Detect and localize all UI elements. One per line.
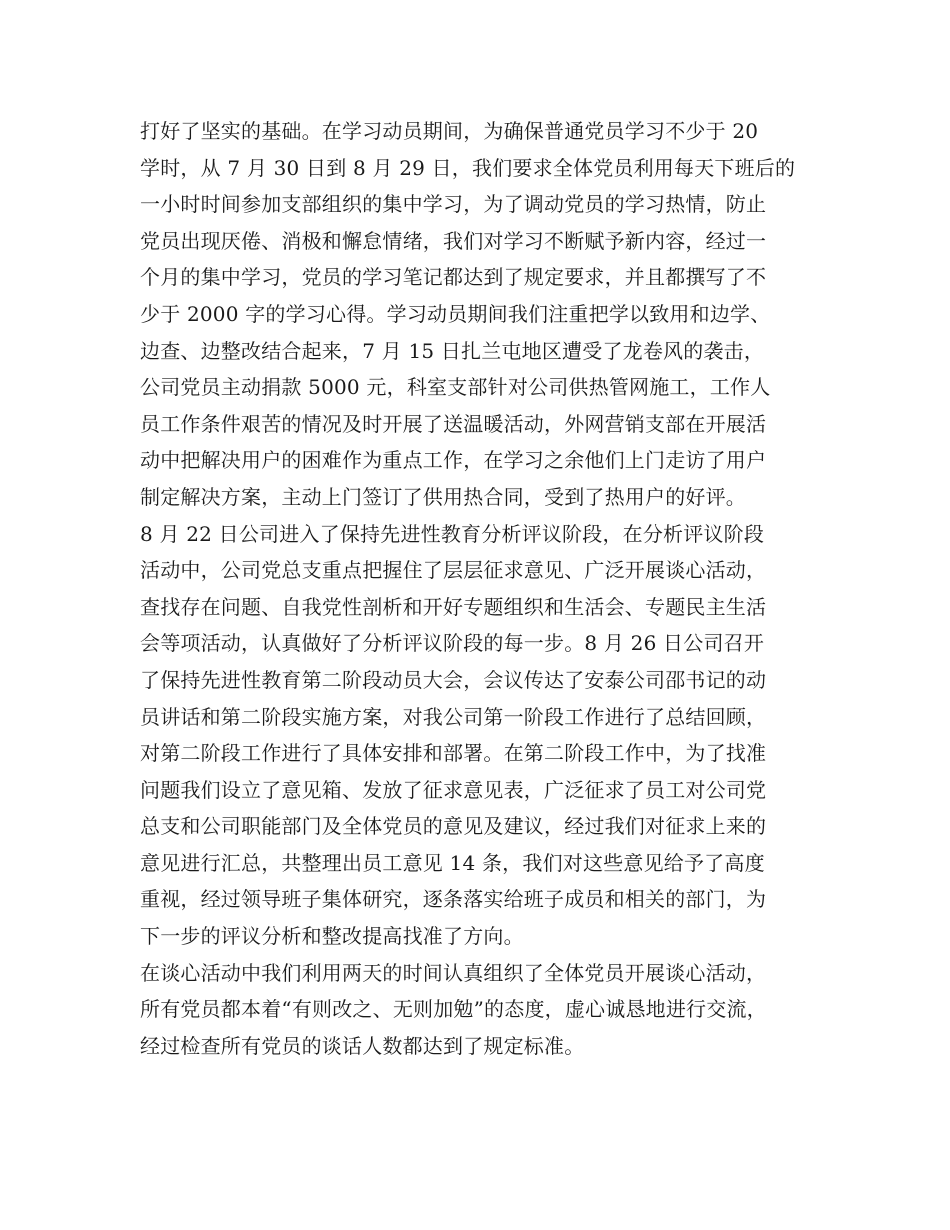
text-line: 一小时时间参加支部组织的集中学习，为了调动党员的学习热情，防止 [140, 192, 767, 217]
text-line: 员讲话和第二阶段实施方案，对我公司第一阶段工作进行了总结回顾， [140, 704, 767, 729]
text-line: 8 月 22 日公司进入了保持先进性教育分析评议阶段，在分析评议阶段 [140, 521, 765, 546]
document-body [140, 113, 820, 1064]
text-line: 员工作条件艰苦的情况及时开展了送温暖活动，外网营销支部在开展活 [140, 411, 767, 436]
text-line: 意见进行汇总，共整理出员工意见 14 条，我们对这些意见给予了高度 [140, 850, 765, 875]
text-line: 会等项活动，认真做好了分析评议阶段的每一步。8 月 26 日公司召开 [140, 631, 765, 656]
text-line: 制定解决方案，主动上门签订了供用热合同，受到了热用户的好评。 [140, 484, 746, 509]
text-line: 学时，从 7 月 30 日到 8 月 29 日，我们要求全体党员利用每天下班后的 [140, 155, 796, 180]
text-line: 个月的集中学习，党员的学习笔记都达到了规定要求，并且都撰写了不 [140, 265, 767, 290]
text-line: 在谈心活动中我们利用两天的时间认真组织了全体党员开展谈心活动， [140, 960, 767, 985]
text-line: 少于 2000 字的学习心得。学习动员期间我们注重把学以致用和边学、 [140, 301, 771, 326]
text-line: 下一步的评议分析和整改提高找准了方向。 [140, 924, 524, 949]
text-line: 公司党员主动捐款 5000 元，科室支部针对公司供热管网施工，工作人 [140, 375, 771, 400]
text-line: 总支和公司职能部门及全体党员的意见及建议，经过我们对征求上来的 [140, 814, 767, 839]
text-line: 问题我们设立了意见箱、发放了征求意见表，广泛征求了员工对公司党 [140, 777, 767, 802]
text-line: 重视，经过领导班子集体研究，逐条落实给班子成员和相关的部门，为 [140, 887, 767, 912]
text-line: 查找存在问题、自我党性剖析和开好专题组织和生活会、专题民主生活 [140, 594, 767, 619]
text-line: 对第二阶段工作进行了具体安排和部署。在第二阶段工作中，为了找准 [140, 741, 767, 766]
text-line: 动中把解决用户的困难作为重点工作，在学习之余他们上门走访了用户 [140, 448, 767, 473]
text-line: 活动中，公司党总支重点把握住了层层征求意见、广泛开展谈心活动， [140, 558, 767, 583]
text-line: 边查、边整改结合起来，7 月 15 日扎兰屯地区遭受了龙卷风的袭击， [140, 338, 765, 363]
text-line: 所有党员都本着“有则改之、无则加勉”的态度，虚心诚恳地进行交流， [140, 997, 767, 1022]
text-line: 打好了坚实的基础。在学习动员期间，为确保普通党员学习不少于 20 [140, 119, 759, 143]
text-line: 经过检查所有党员的谈话人数都达到了规定标准。 [140, 1033, 585, 1058]
text-line: 党员出现厌倦、消极和懈怠情绪，我们对学习不断赋予新内容，经过一 [140, 228, 767, 253]
text-line: 了保持先进性教育第二阶段动员大会，会议传达了安泰公司邵书记的动 [140, 667, 767, 692]
